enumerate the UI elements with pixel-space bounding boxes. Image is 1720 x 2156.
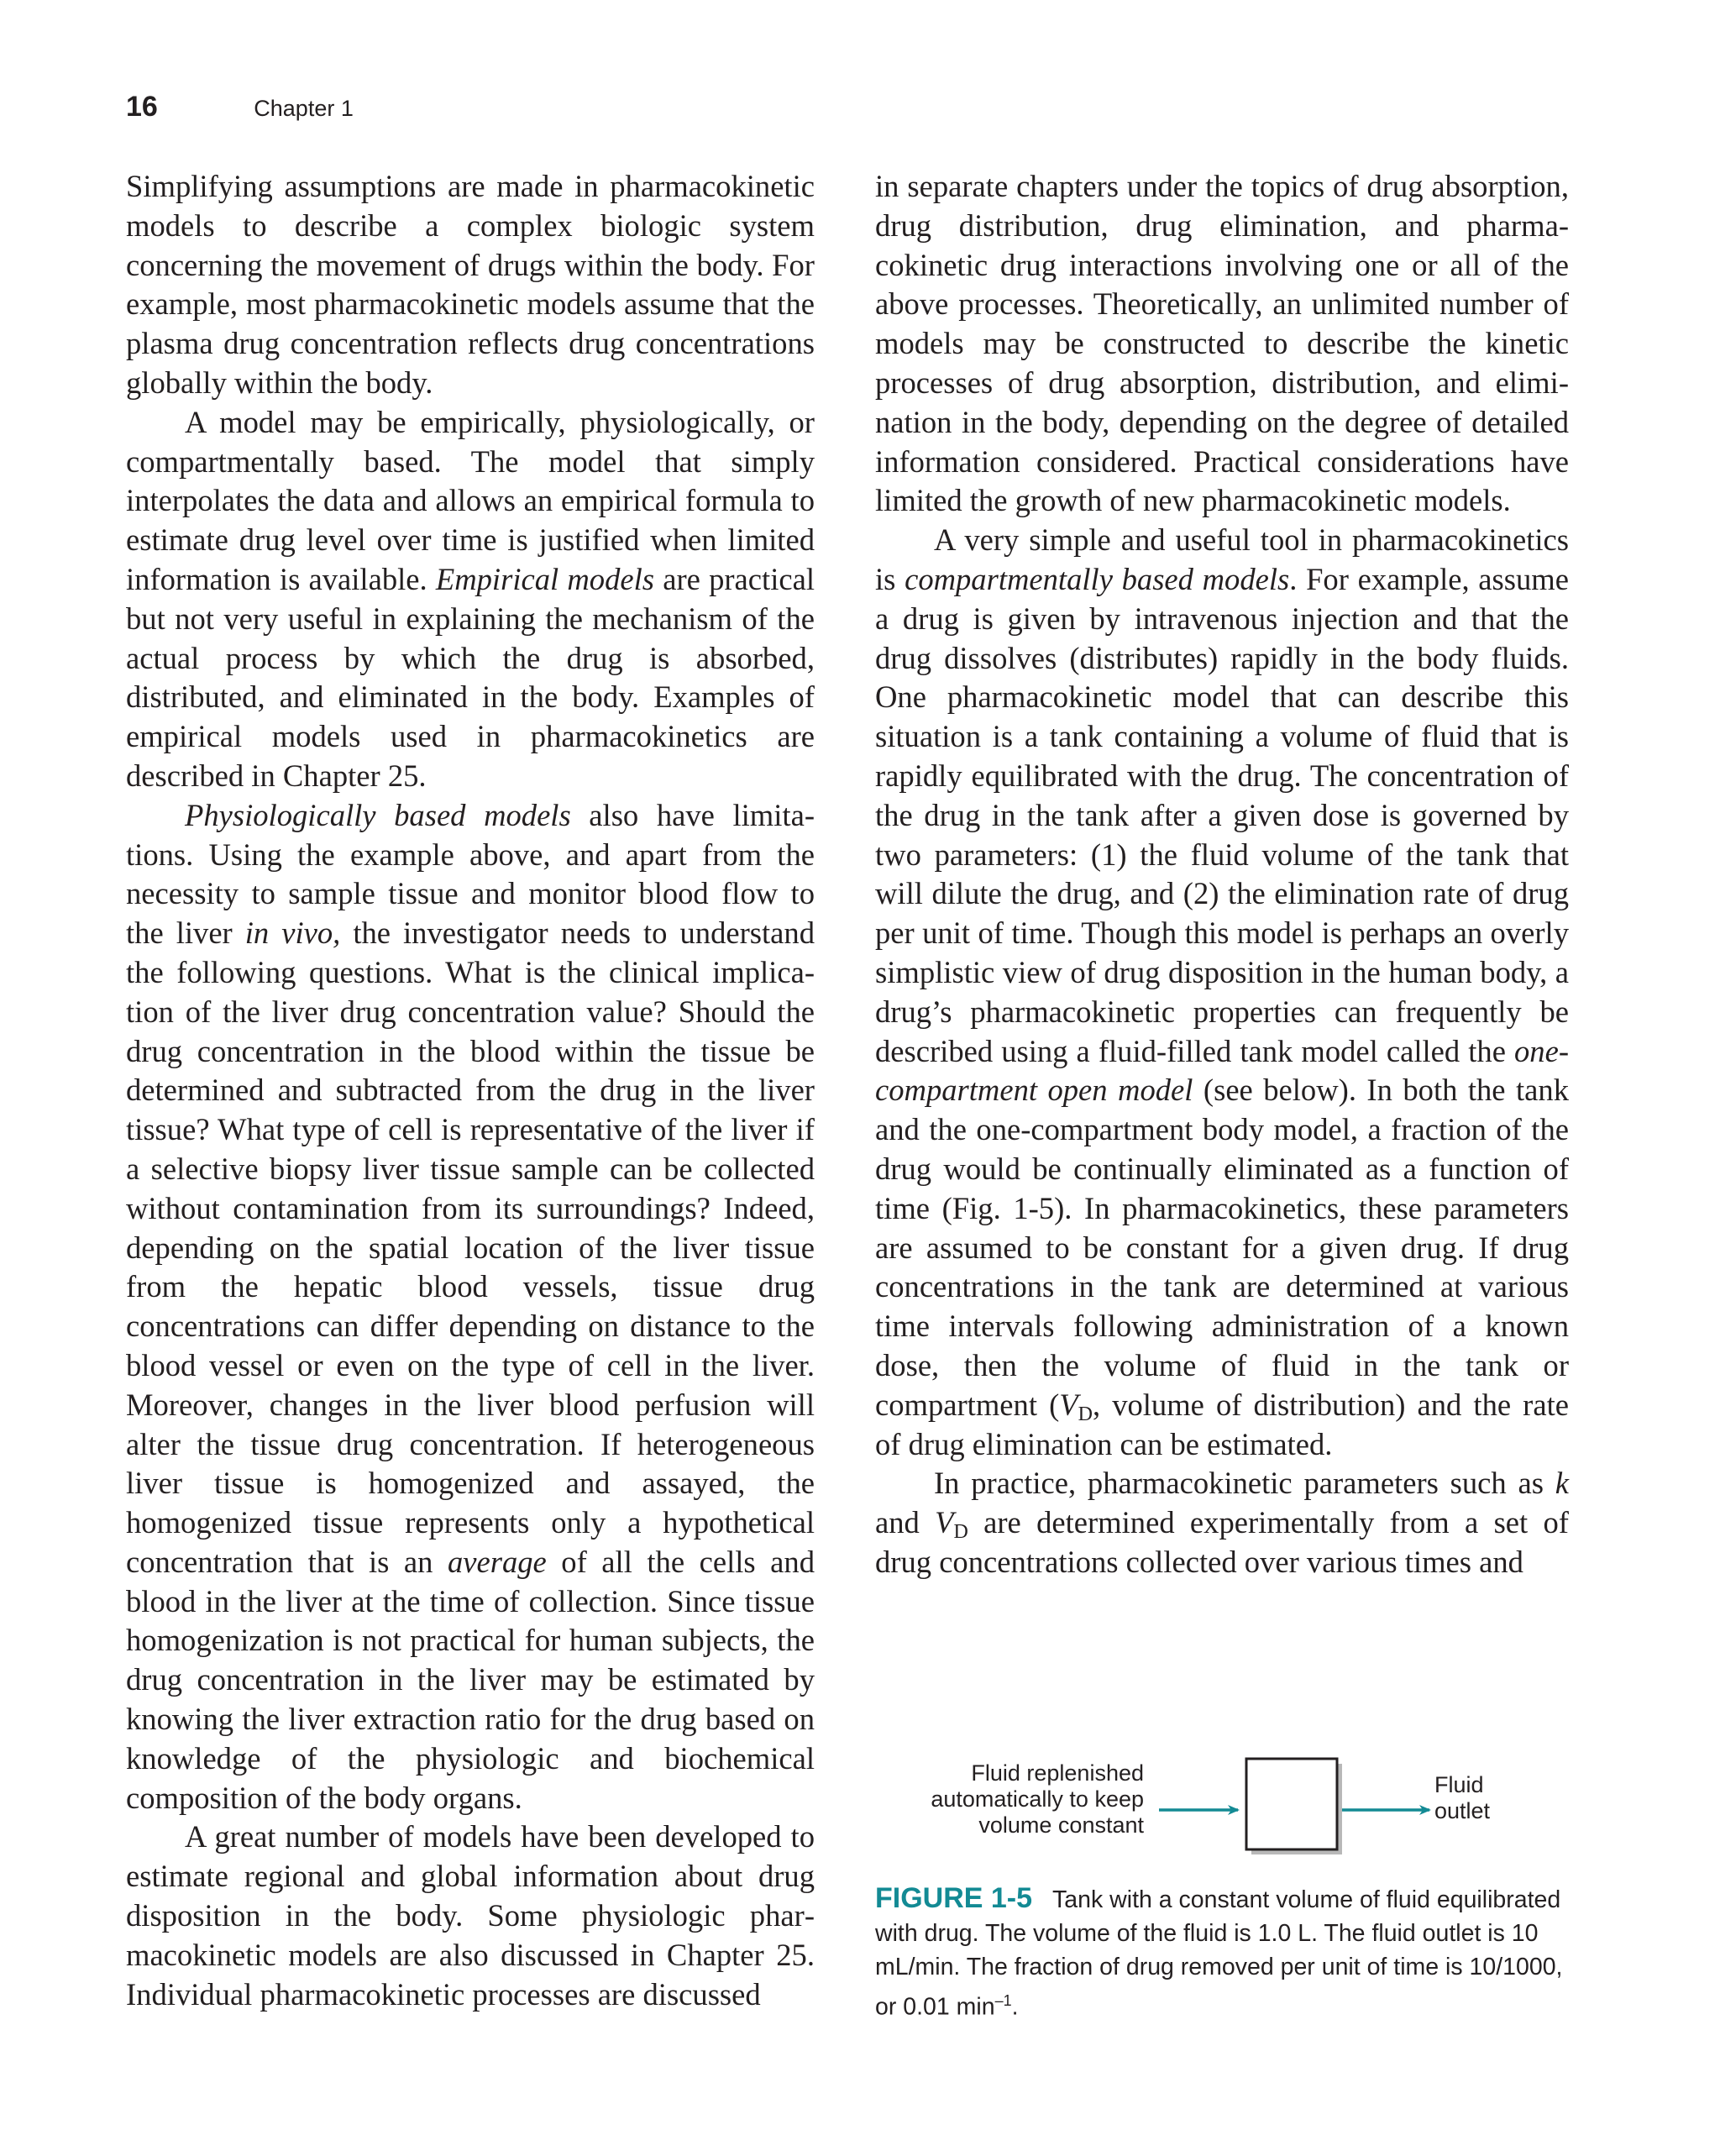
paragraph	[126, 1818, 815, 2014]
paragraph	[126, 796, 815, 1818]
outflow-label-line: outlet	[1434, 1798, 1491, 1823]
symbol-v: V	[935, 1505, 954, 1540]
text: also have limitations. Using the example above, and apart from the necessity to sample tissue and monitor blood flow to the liver	[126, 797, 815, 951]
subscript-d: D	[1078, 1403, 1093, 1425]
text: Simplifying assumptions are made in pharmacokinetic models to describe a complex biologic system concerning the movement of drugs within the body. For example, most pharmacokinetic models assume that the plasma drug concentration reflects drug concentrations globally within the body.	[126, 169, 815, 400]
text: (see below). In both the tank and the one-compartment body model, a fraction of the drug would be continually eliminated as a function of time (Fig. 1-5). In pharmacokinetics, these parameters are assumed to be constant for a given drug. If drug concentrations in the tank are determined at various time intervals following administration of a known dose, then the volume of fluid in the tank or compartment (	[875, 1073, 1569, 1422]
italic-term: compartmentally based models	[905, 561, 1290, 596]
text: A very simple and useful tool in pharmacokinetics is	[875, 522, 1569, 596]
text: in separate chapters under the topics of drug absorption, drug distribution, drug elimination, and pharmacokinetic drug interactions involving one or all of the above processes. Theoretically, an unlimited number of models may be constructed to describe the kinetic processes of drug absorption, distribution, and elimination in the body, depending on the degree of detailed information considered. Practical considerations have limited the growth of new pharmacokinetic models.	[875, 169, 1569, 518]
text: are determined experimentally from a set of drug concentrations collected over various times and	[875, 1505, 1569, 1579]
outflow-label	[1434, 1772, 1490, 1824]
running-head	[126, 91, 354, 123]
italic-term: average	[447, 1544, 547, 1579]
caption-text: Tank with a constant volume of fluid equilibrated with drug. The volume of the fluid is 1.0 L. The fluid outlet is 10 mL/min. The fraction of drug removed per unit of time is 10/1000, or 0.01 min	[875, 1886, 1563, 2021]
italic-term: Empirical models	[435, 561, 655, 596]
paragraph	[875, 1464, 1569, 1582]
paragraph	[126, 167, 815, 403]
right-column	[875, 167, 1569, 1582]
symbol-k: k	[1555, 1466, 1569, 1501]
text: A great number of models have been developed to estimate regional and global information about drug disposition in the body. Some physiologic pharmacokinetic models are also discussed in Chapter 25. Individual pharmacokinetic processes are discussed	[126, 1819, 815, 2012]
figure-caption	[875, 1881, 1569, 2024]
text: the investigator needs to understand the following questions. What is the clinical implication of the liver drug concentration value? Should the drug concentration in the blood within the tissue be determined and subtracted from the drug in the liver tissue? What type of cell is representative of the liver if a selective biopsy liver tissue sample can be collected without contamination from its surroundings? Indeed, depending on the spatial location of the liver tissue from the hepatic blood vessels, tissue drug concentrations can differ depending on distance to the blood vessel or even on the type of cell in the liver. Moreover, changes in the liver blood perfusion will alter the tissue drug concentration. If heterogeneous liver tissue is homogenized and assayed, the homogenized tissue represents only a hypothetical concentration that is an	[126, 915, 815, 1579]
inflow-label-line: automatically to keep	[931, 1786, 1144, 1812]
italic-term: Physiologically based models	[185, 797, 571, 832]
text: of all the cells and blood in the liver at the time of collection. Since tissue homogenization is not practical for human subjects, the drug concentration in the liver may be estimated by knowing the liver extraction ratio for the drug based on knowledge of the physiologic and biochemical composition of the body organs.	[126, 1544, 815, 1815]
caption-superscript: –1	[994, 1992, 1012, 2009]
italic-term: in vivo,	[244, 915, 341, 951]
inflow-label-line: Fluid replenished	[971, 1760, 1144, 1786]
left-column	[126, 167, 815, 2014]
paragraph	[875, 521, 1569, 1464]
text: , volume of distribution) and the rate of drug elimination can be estimated.	[875, 1387, 1569, 1461]
tank-box	[1246, 1759, 1337, 1849]
italic-term: one-compartment open model	[875, 1033, 1569, 1108]
figure-1-5	[875, 1747, 1569, 2021]
page-number: 16	[126, 91, 158, 123]
text: are practical but not very useful in explaining the mechanism of the actual process by which the drug is absorbed, distributed, and eliminated in the body. Examples of empirical models used in pharmacokinetics are described in Chapter 25.	[126, 561, 815, 793]
text: In practice, pharmacokinetic parameters such as	[934, 1466, 1555, 1501]
paragraph	[875, 167, 1569, 521]
caption-title: FIGURE 1-5	[875, 1882, 1033, 1914]
text: and	[875, 1505, 936, 1540]
paragraph	[126, 403, 815, 796]
text: A model may be empirically, physiologically, or compartmentally based. The model that simply interpolates the data and allows an empirical formula to estimate drug level over time is justified when limited information is available.	[126, 404, 815, 596]
symbol-v: V	[1059, 1387, 1078, 1422]
text: . For example, assume a drug is given by intravenous injection and that the drug dissolves (distributes) rapidly in the body fluids. One pharmacokinetic model that can describe this situation is a tank containing a volume of fluid that is rapidly equilibrated with the drug. The concentration of the drug in the tank after a given dose is governed by two parameters: (1) the fluid volume of the tank that will dilute the drug, and (2) the elimination rate of drug per unit of time. Though this model is perhaps an overly simplistic view of drug disposition in the human body, a drug’s pharmacokinetic properties can frequently be described using a fluid-filled tank model called the	[875, 561, 1569, 1068]
inflow-label-line: volume constant	[978, 1812, 1144, 1838]
caption-end: .	[1011, 1993, 1019, 2021]
subscript-d: D	[953, 1521, 968, 1544]
chapter-label: Chapter 1	[254, 96, 354, 121]
outflow-label-line: Fluid	[1434, 1772, 1484, 1797]
